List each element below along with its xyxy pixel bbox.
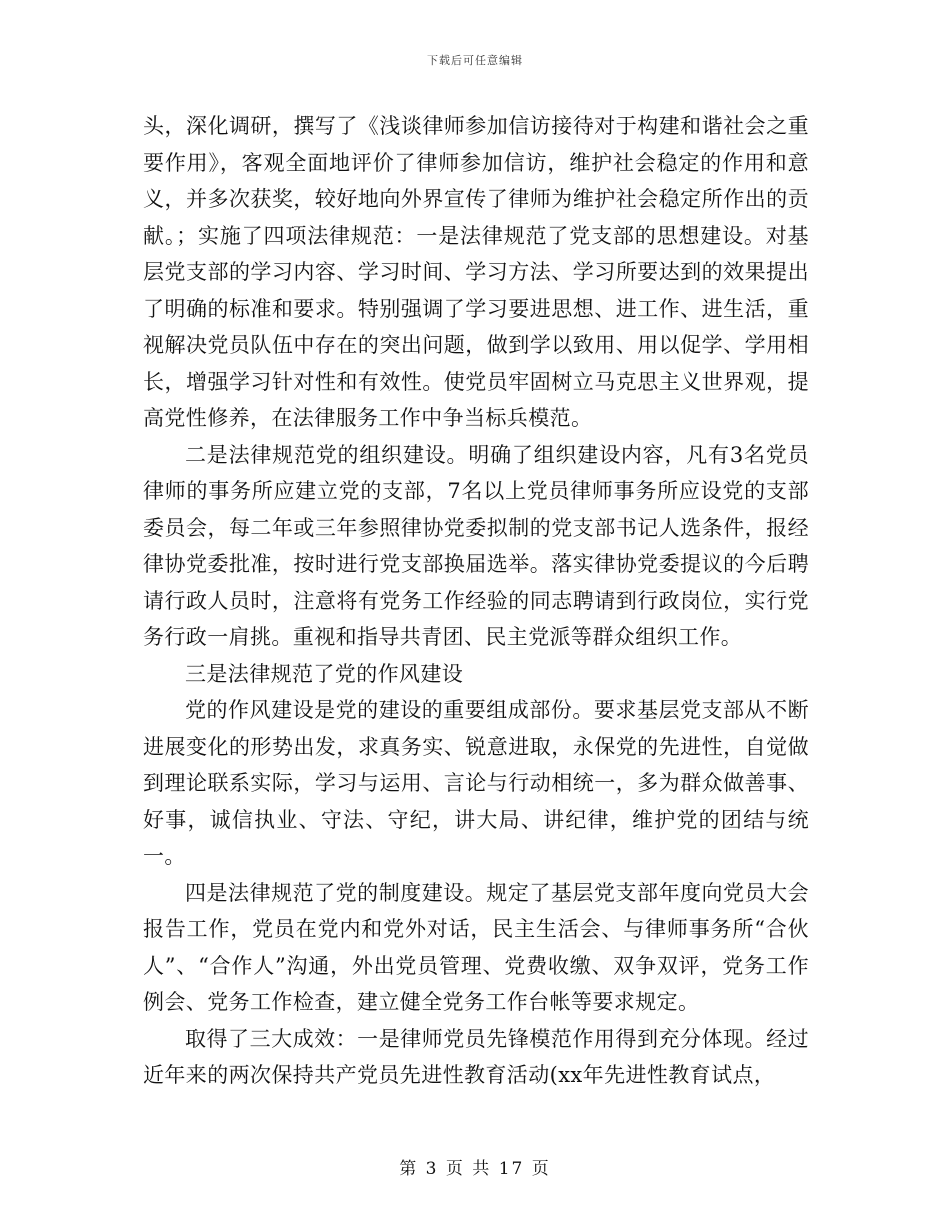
paragraph-4: 党的作风建设是党的建设的重要组成部份。要求基层党支部从不断进展变化的形势出发，求真务实、锐意进取，永保党的先进性，自觉做到理论联系实际，学习与运用、言论与行动相统一，多为群众做善事、好事，诚信执业、守法、守纪，讲大局、讲纪律，维护党的团结与统一。 <box>143 698 809 868</box>
page-number-footer: 第 3 页 共 17 页 <box>399 1159 551 1179</box>
paragraph-2: 二是法律规范党的组织建设。明确了组织建设内容，凡有3名党员律师的事务所应建立党的支部，7名以上党员律师事务所应设党的支部委员会，每二年或三年参照律协党委拟制的党支部书记人选条件，报经律协党委批准，按时进行党支部换届选举。落实律协党委提议的今后聘请行政人员时，注意将有党务工作经验的同志聘请到行政岗位，实行党务行政一肩挑。重视和指导共青团、民主党派等群众组织工作。 <box>143 442 809 649</box>
page-header: 下载后可任意编辑 <box>427 54 523 67</box>
document-body <box>143 108 809 1094</box>
paragraph-3-heading: 三是法律规范了党的作风建设 <box>185 661 464 686</box>
paragraph-6: 取得了三大成效：一是律师党员先锋模范作用得到充分体现。经过近年来的两次保持共产党员先进性教育活动(xx年先进性教育试点， <box>143 1026 809 1087</box>
paragraph-5: 四是法律规范了党的制度建设。规定了基层党支部年度向党员大会报告工作，党员在党内和党外对话，民主生活会、与律师事务所“合伙人”、“合作人”沟通，外出党员管理、党费收缴、双争双评，党务工作例会、党务工作检查，建立健全党务工作台帐等要求规定。 <box>143 880 809 1014</box>
paragraph-1: 头，深化调研，撰写了《浅谈律师参加信访接待对于构建和谐社会之重要作用》，客观全面地评价了律师参加信访，维护社会稳定的作用和意义，并多次获奖，较好地向外界宣传了律师为维护社会稳定所作出的贡献。；实施了四项法律规范：一是法律规范了党支部的思想建设。对基层党支部的学习内容、学习时间、学习方法、学习所要达到的效果提出了明确的标准和要求。特别强调了学习要进思想、进工作、进生活，重视解决党员队伍中存在的突出问题，做到学以致用、用以促学、学用相长，增强学习针对性和有效性。使党员牢固树立马克思主义世界观，提高党性修养，在法律服务工作中争当标兵模范。 <box>143 114 809 430</box>
